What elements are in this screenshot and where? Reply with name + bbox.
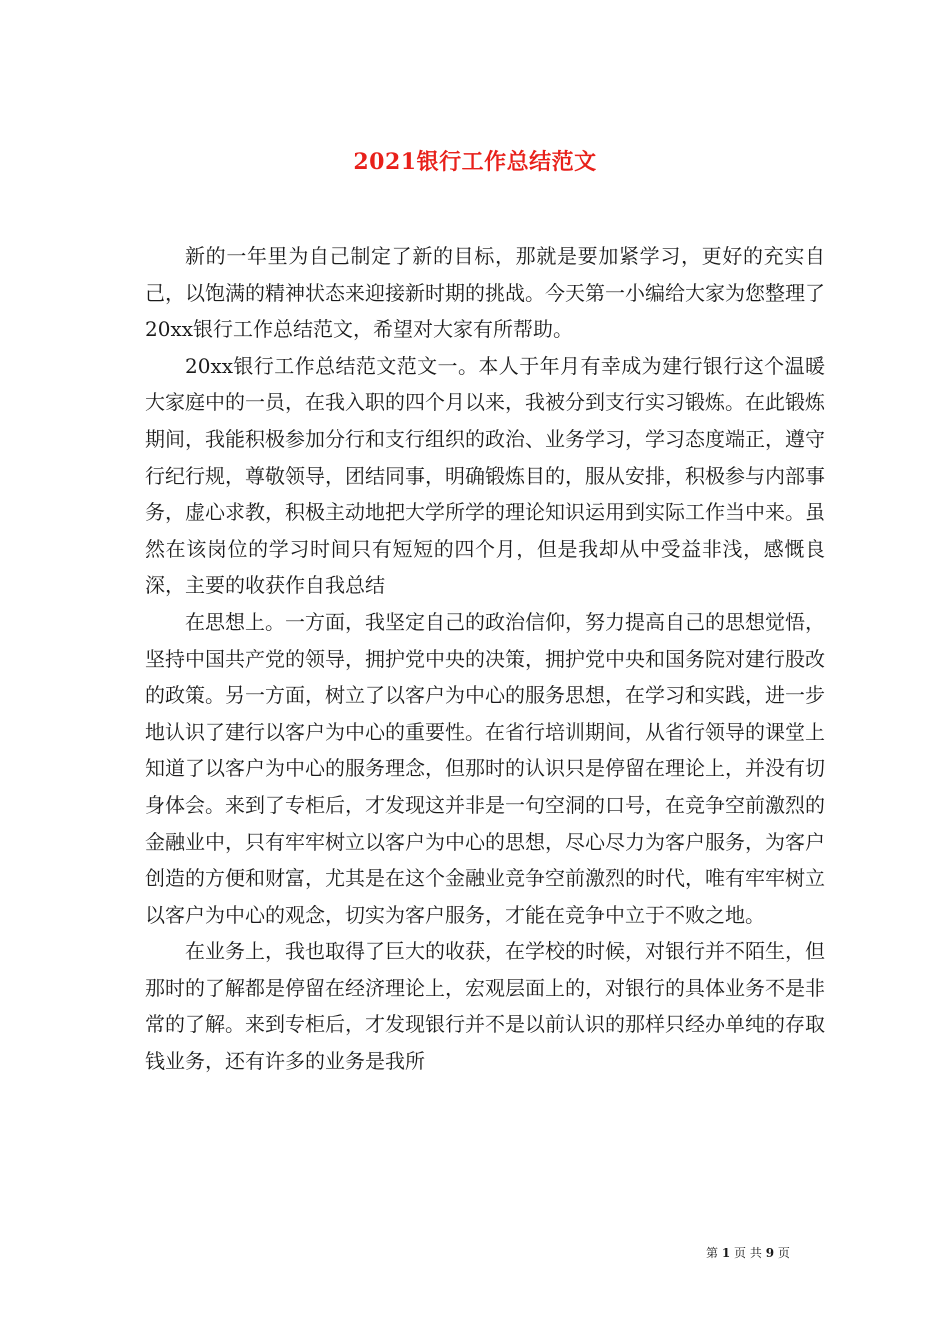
document-body <box>145 238 825 1080</box>
paragraph-business: 在业务上，我也取得了巨大的收获，在学校的时候，对银行并不陌生，但那时的了解都是停留在经济理论上，宏观层面上的，对银行的具体业务不是非常的了解。来到专柜后，才发现银行并不是以前认识的那样只经办单纯的存取钱业务，还有许多的业务是我所 <box>145 939 825 1074</box>
footer-suffix: 页 <box>777 1246 790 1260</box>
total-pages-number: 9 <box>765 1246 775 1260</box>
footer-middle: 页 共 <box>734 1246 762 1260</box>
paragraph-summary-one: 20xx银行工作总结范文范文一。本人于年月有幸成为建行银行这个温暖大家庭中的一员，在我入职的四个月以来，我被分到支行实习锻炼。在此锻炼期间，我能积极参加分行和支行组织的政治、业务学习，学习态度端正，遵守行纪行规，尊敬领导，团结同事，明确锻炼目的，服从安排，积极参与内部事务，虚心求教，积极主动地把大学所学的理论知识运用到实际工作当中来。虽然在该岗位的学习时间只有短短的四个月，但是我却从中受益非浅，感慨良深，主要的收获作自我总结 <box>145 353 825 598</box>
page-number-footer <box>706 1244 790 1261</box>
footer-prefix: 第 <box>706 1246 719 1260</box>
page-title: 2021银行工作总结范文 <box>353 148 597 175</box>
paragraph-ideology: 在思想上。一方面，我坚定自己的政治信仰，努力提高自己的思想觉悟，坚持中国共产党的领导，拥护党中央的决策，拥护党中央和国务院对建行股改的政策。另一方面，树立了以客户为中心的服务思想，在学习和实践，进一步地认识了建行以客户为中心的重要性。在省行培训期间，从省行领导的课堂上知道了以客户为中心的服务理念，但那时的认识只是停留在理论上，并没有切身体会。来到了专柜后，才发现这并非是一句空洞的口号，在竞争空前激烈的金融业中，只有牢牢树立以客户为中心的思想，尽心尽力为客户服务，为客户创造的方便和财富，尤其是在这个金融业竞争空前激烈的时代，唯有牢牢树立以客户为中心的观念，切实为客户服务，才能在竞争中立于不败之地。 <box>145 609 825 927</box>
paragraph-intro: 新的一年里为自己制定了新的目标，那就是要加紧学习，更好的充实自己，以饱满的精神状态来迎接新时期的挑战。今天第一小编给大家为您整理了20xx银行工作总结范文，希望对大家有所帮助。 <box>145 244 825 342</box>
current-page-number: 1 <box>721 1246 731 1260</box>
